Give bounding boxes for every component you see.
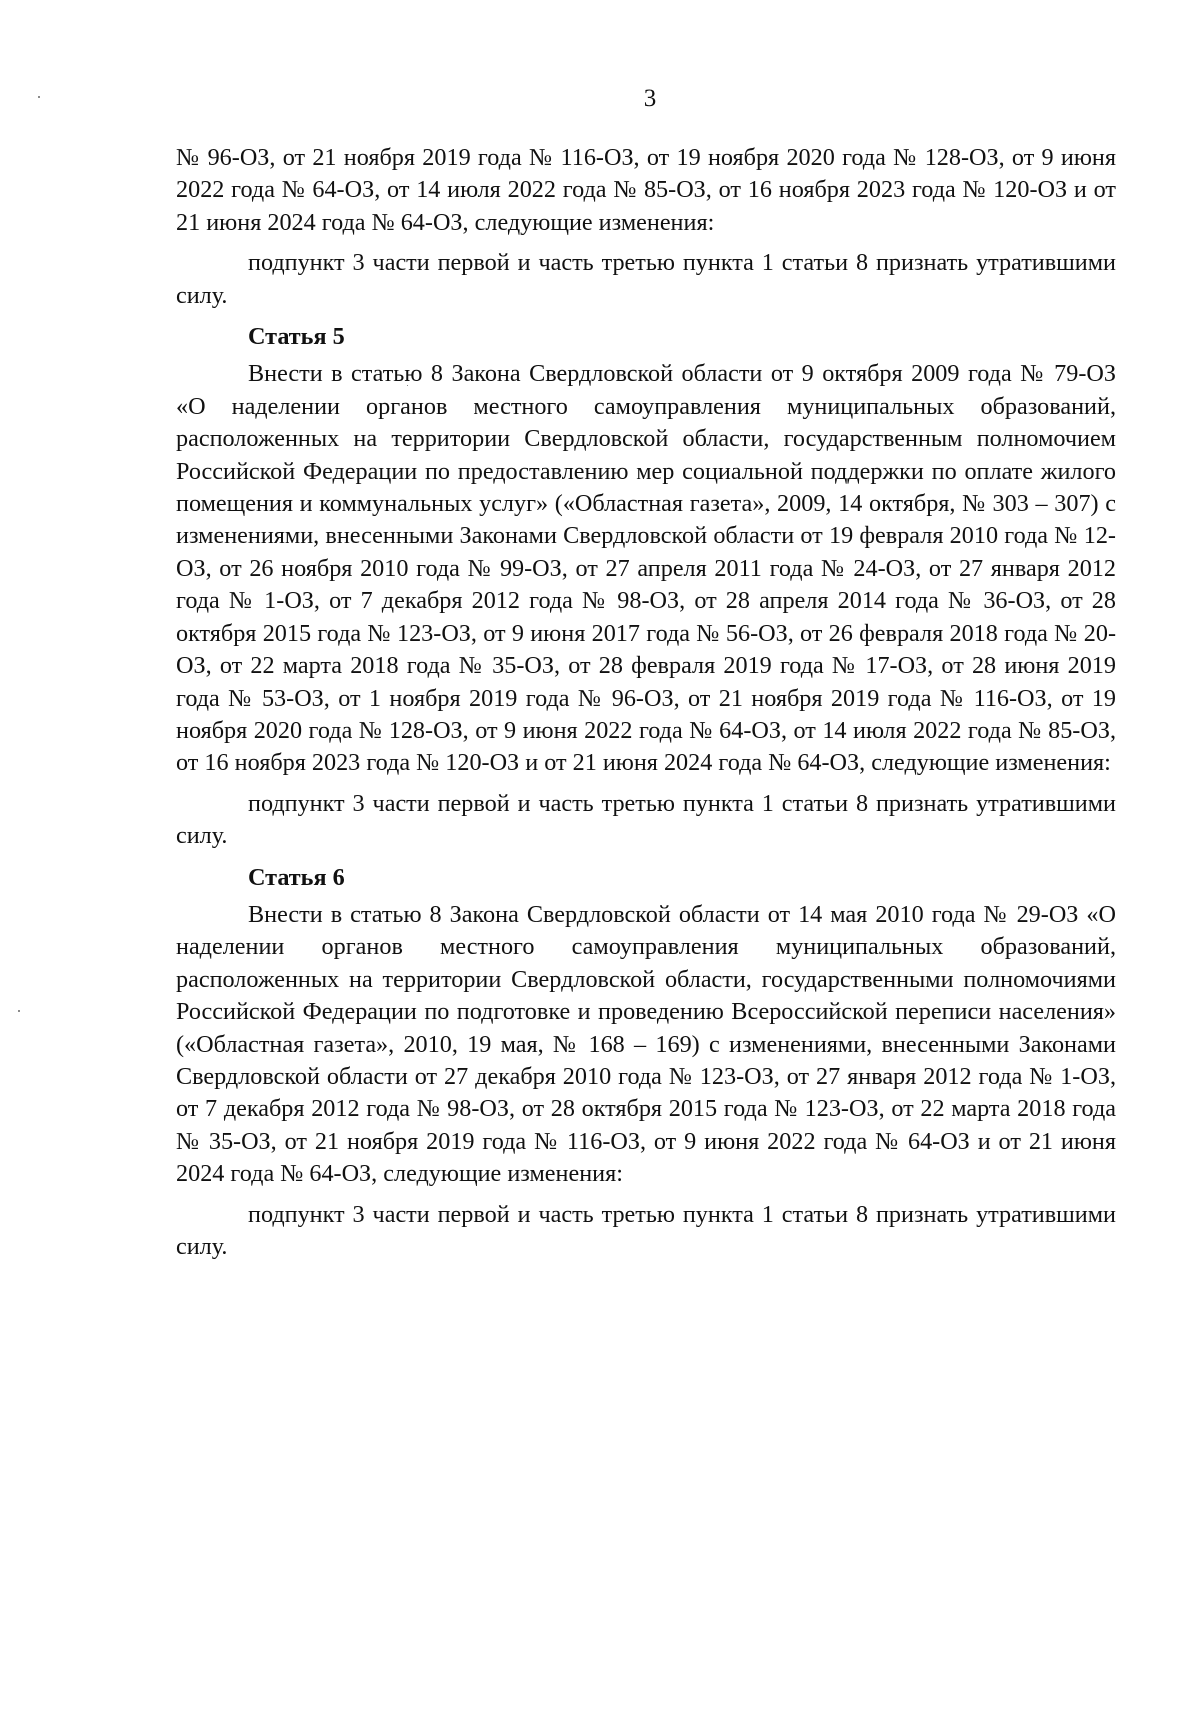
article-heading: Статья 5 [248,323,345,351]
paragraph-article-5-body: Внести в статью 8 Закона Свердловской области от 9 октября 2009 года № 79-ОЗ «О наделении органов местного самоуправления муниципальных образований, расположенных на территории Свердловской области, государственным полномочием Российской Федерации по предоставлению мер социальной поддержки по оплате жилого помещения и коммунальных услуг» («Областная газета», 2009, 14 октября, № 303 – 307) с изменениями, внесенными Законами Свердловской области от 19 февраля 2010 года № 12-ОЗ, от 26 ноября 2010 года № 99-ОЗ, от 27 апреля 2011 года № 24-ОЗ, от 27 января 2012 года № 1-ОЗ, от 7 декабря 2012 года № 98-ОЗ, от 28 апреля 2014 года № 36-ОЗ, от 28 октября 2015 года № 123-ОЗ, от 9 июня 2017 года № 56-ОЗ, от 26 февраля 2018 года № 20-ОЗ, от 22 марта 2018 года № 35-ОЗ, от 28 февраля 2019 года № 17-ОЗ, от 28 июня 2019 года № 53-ОЗ, от 1 ноября 2019 года № 96-ОЗ, от 21 ноября 2019 года № 116-ОЗ, от 19 ноября 2020 года № 128-ОЗ, от 9 июня 2022 года № 64-ОЗ, от 14 июля 2022 года № 85-ОЗ, от 16 ноября 2023 года № 120-ОЗ и от 21 июня 2024 года № 64-ОЗ, следующие изменения: [176,360,1116,777]
paragraph-article-6-body: Внести в статью 8 Закона Свердловской области от 14 мая 2010 года № 29-ОЗ «О наделении органов местного самоуправления муниципальных образований, расположенных на территории Свердловской области, государственными полномочиями Российской Федерации по подготовке и проведению Всероссийской переписи населения» («Областная газета», 2010, 19 мая, № 168 – 169) с изменениями, внесенными Законами Свердловской области от 27 декабря 2010 года № 123-ОЗ, от 27 января 2012 года № 1-ОЗ, от 7 декабря 2012 года № 98-ОЗ, от 28 октября 2015 года № 123-ОЗ, от 22 марта 2018 года № 35-ОЗ, от 21 ноября 2019 года № 116-ОЗ, от 9 июня 2022 года № 64-ОЗ и от 21 июня 2024 года № 64-ОЗ, следующие изменения: [176,900,1116,1188]
paragraph-amendment: подпункт 3 части первой и часть третью пункта 1 статьи 8 признать утратившими силу. [176,1200,1116,1260]
document-body [176,142,1116,1263]
scan-speck [18,1010,20,1012]
paragraph-amendment: подпункт 3 части первой и часть третью пункта 1 статьи 8 признать утратившими силу. [176,249,1116,309]
page-number: 3 [643,85,657,112]
paragraph-continuation: № 96-ОЗ, от 21 ноября 2019 года № 116-ОЗ, от 19 ноября 2020 года № 128-ОЗ, от 9 июня 2022 года № 64-ОЗ, от 14 июля 2022 года № 85-ОЗ, от 16 ноября 2023 года № 120-ОЗ и от 21 июня 2024 года № 64-ОЗ, следующие изменения: [176,144,1116,236]
paragraph-amendment: подпункт 3 части первой и часть третью пункта 1 статьи 8 признать утратившими силу. [176,789,1116,850]
article-heading: Статья 6 [248,863,345,891]
